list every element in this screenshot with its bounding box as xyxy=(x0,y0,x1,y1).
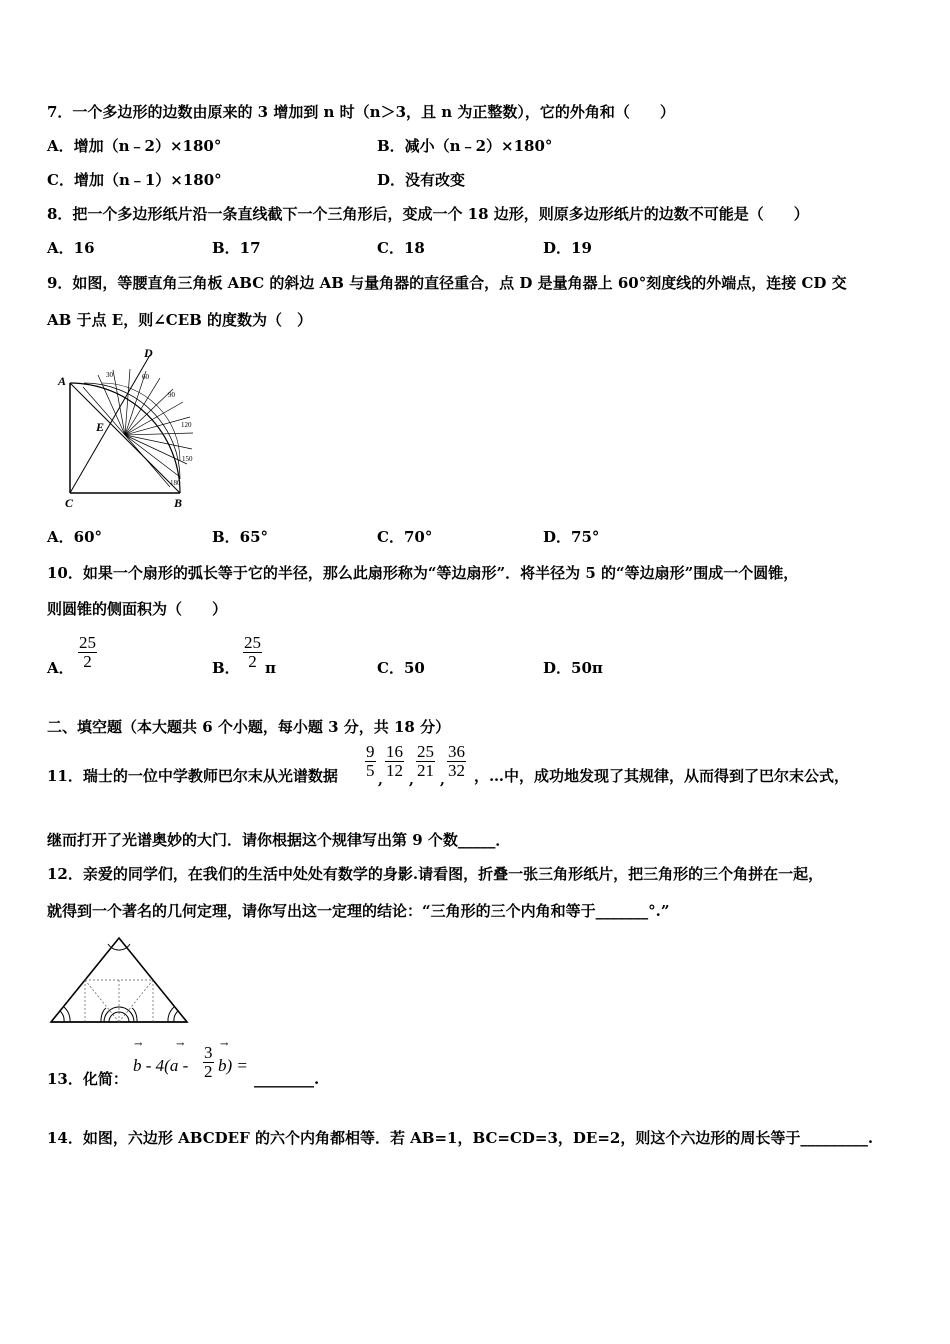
q8-stem: 8．把一个多边形纸片沿一条直线截下一个三角形后，变成一个 18 边形，则原多边形纸片的边数不可能是（ ） xyxy=(47,205,809,223)
folded-triangle-figure xyxy=(48,934,190,1026)
fraction-denominator: 21 xyxy=(417,761,434,780)
fraction-numerator: 25 xyxy=(417,742,434,761)
fraction-denominator: 2 xyxy=(204,1062,213,1081)
q11-fraction-3 xyxy=(416,743,435,780)
q11-fraction-1 xyxy=(365,743,376,780)
q10-option-a-fraction xyxy=(78,634,97,671)
tick-label: 60 xyxy=(142,373,149,381)
fraction-numerator: 9 xyxy=(366,742,375,761)
tick-label: 30 xyxy=(106,371,113,379)
fraction-numerator: 25 xyxy=(244,633,261,652)
fraction-numerator: 36 xyxy=(448,742,465,761)
q10-option-b-label: B． xyxy=(212,659,240,677)
q9-option-b: B．65° xyxy=(212,528,269,546)
q7-option-c: C．增加（n﹣1）×180° xyxy=(47,171,222,189)
q9-option-d: D．75° xyxy=(543,528,600,546)
fraction-numerator: 25 xyxy=(79,633,96,652)
q7-option-d: D．没有改变 xyxy=(377,171,466,189)
q11-suffix: ，…中，成功地发现了其规律，从而得到了巴尔末公式， xyxy=(474,767,850,785)
q7-stem: 7．一个多边形的边数由原来的 3 增加到 n 时（n＞3，且 n 为正整数），它的外角和（ ） xyxy=(47,103,675,121)
q10-stem-line2: 则圆锥的侧面积为（ ） xyxy=(47,600,228,618)
point-label-e: E xyxy=(96,420,105,434)
q10-option-b-fraction xyxy=(243,634,262,671)
fraction-numerator: 3 xyxy=(204,1043,213,1062)
q8-option-b: B．17 xyxy=(212,239,261,257)
point-label-d: D xyxy=(144,346,153,360)
q9-option-a: A．60° xyxy=(47,528,103,546)
fraction-denominator: 2 xyxy=(83,652,92,671)
q13-fraction xyxy=(203,1044,214,1081)
q9-stem-line1: 9．如图，等腰直角三角板 ABC 的斜边 AB 与量角器的直径重合，点 D 是量角器上 60°刻度线的外端点，连接 CD 交 xyxy=(47,274,847,292)
q10-option-a-label: A． xyxy=(47,659,74,677)
vector-arrow-icon: → xyxy=(176,1039,185,1050)
q10-option-d: D．50π xyxy=(543,659,603,677)
q8-option-a: A．16 xyxy=(47,239,95,257)
q12-line2: 就得到一个著名的几何定理，请你写出这一定理的结论：“三角形的三个内角和等于_______°.” xyxy=(47,902,670,920)
q7-option-b: B．减小（n﹣2）×180° xyxy=(377,137,553,155)
vector-arrow-icon: → xyxy=(134,1039,143,1050)
q13-answer-blank: ________. xyxy=(254,1070,320,1088)
q12-line1: 12．亲爱的同学们，在我们的生活中处处有数学的身影.请看图，折叠一张三角形纸片，把三角形的三个角拼在一起， xyxy=(47,865,824,883)
q14-stem: 14．如图，六边形 ABCDEF 的六个内角都相等．若 AB=1，BC=CD=3，DE=2，则这个六边形的周长等于_________. xyxy=(47,1129,874,1147)
tick-label: 180 xyxy=(170,479,181,487)
q10-option-c: C．50 xyxy=(377,659,425,677)
q8-option-d: D．19 xyxy=(543,239,592,257)
point-label-c: C xyxy=(65,496,74,510)
protractor-triangle-figure xyxy=(50,345,215,515)
q11-fraction-4 xyxy=(447,743,466,780)
q8-option-c: C．18 xyxy=(377,239,425,257)
point-label-b: B xyxy=(174,496,183,510)
q9-stem-line2: AB 于点 E，则∠CEB 的度数为（ ） xyxy=(47,311,313,329)
q11-line2: 继而打开了光谱奥妙的大门．请你根据这个规律写出第 9 个数_____． xyxy=(47,831,511,849)
point-label-a: A xyxy=(58,374,67,388)
q10-stem-line1: 10．如果一个扇形的弧长等于它的半径，那么此扇形称为“等边扇形”．将半径为 5 的“等边扇形”围成一个圆锥， xyxy=(47,564,799,582)
q13-expression-left: b - 4(a - xyxy=(133,1056,189,1075)
fraction-denominator: 5 xyxy=(366,761,375,780)
fraction-denominator: 12 xyxy=(386,761,403,780)
vector-arrow-icon: → xyxy=(220,1039,229,1050)
q9-option-c: C．70° xyxy=(377,528,433,546)
q13-expression-right: b) = xyxy=(218,1056,248,1075)
tick-label: 90 xyxy=(168,391,175,399)
fraction-denominator: 2 xyxy=(248,652,257,671)
q7-option-a: A．增加（n﹣2）×180° xyxy=(47,137,222,155)
q11-prefix: 11．瑞士的一位中学教师巴尔末从光谱数据 xyxy=(47,767,338,785)
tick-label: 150 xyxy=(182,455,193,463)
q10-option-b-suffix: π xyxy=(265,659,276,677)
q13-label: 13．化简： xyxy=(47,1070,128,1088)
fraction-denominator: 32 xyxy=(448,761,465,780)
fraction-numerator: 16 xyxy=(386,742,403,761)
q11-fraction-2 xyxy=(385,743,404,780)
section-heading: 二、填空题（本大题共 6 个小题，每小题 3 分，共 18 分） xyxy=(47,718,451,736)
tick-label: 120 xyxy=(181,421,192,429)
